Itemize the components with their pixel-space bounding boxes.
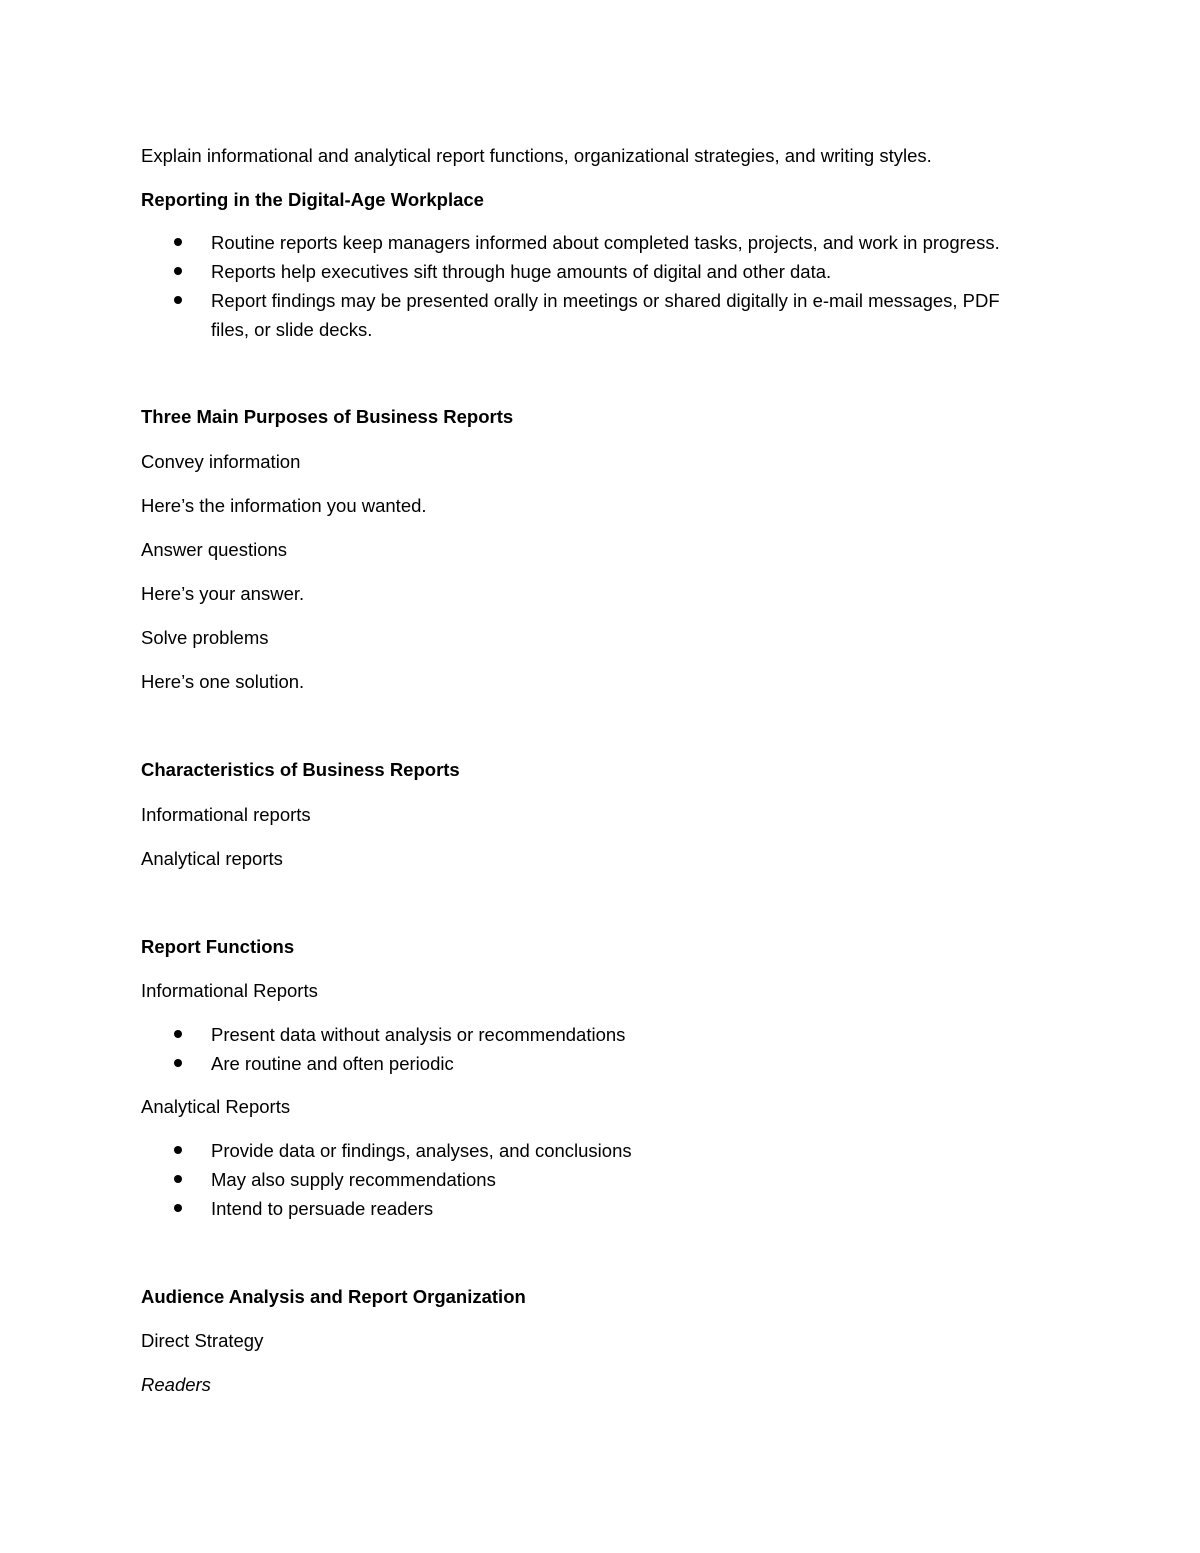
bullet-item: Report findings may be presented orally in meetings or shared digitally in e-mail messages, PDF	[211, 290, 1000, 311]
bullet-item-continuation: files, or slide decks.	[211, 319, 373, 340]
bullet-icon	[174, 1030, 182, 1038]
bullet-icon	[174, 1059, 182, 1067]
bullet-icon	[174, 1175, 182, 1183]
heading-audience: Audience Analysis and Report Organization	[141, 1286, 526, 1307]
heading-purposes: Three Main Purposes of Business Reports	[141, 406, 514, 427]
purpose-line: Here’s your answer.	[141, 583, 305, 604]
bullet-item: Present data without analysis or recommendations	[211, 1024, 626, 1045]
informational-reports-label: Informational Reports	[141, 980, 318, 1001]
bullet-item: Routine reports keep managers informed about completed tasks, projects, and work in progress.	[211, 232, 1000, 253]
direct-strategy-label: Direct Strategy	[141, 1330, 264, 1351]
bullet-item: Are routine and often periodic	[211, 1053, 454, 1074]
bullet-item: May also supply recommendations	[211, 1169, 496, 1190]
heading-characteristics: Characteristics of Business Reports	[141, 759, 460, 780]
characteristic-line: Analytical reports	[141, 848, 283, 869]
bullet-icon	[174, 267, 182, 275]
bullet-item: Provide data or findings, analyses, and conclusions	[211, 1140, 632, 1161]
purpose-line: Solve problems	[141, 627, 269, 648]
bullet-icon	[174, 1146, 182, 1154]
purpose-line: Here’s one solution.	[141, 671, 305, 692]
readers-label: Readers	[141, 1374, 211, 1395]
purpose-line: Convey information	[141, 451, 301, 472]
heading-functions: Report Functions	[141, 936, 295, 957]
intro-text: Explain informational and analytical report functions, organizational strategies, and writing styles.	[141, 145, 932, 166]
bullet-item: Reports help executives sift through huge amounts of digital and other data.	[211, 261, 832, 282]
heading-digital-age: Reporting in the Digital-Age Workplace	[141, 189, 484, 210]
bullet-item: Intend to persuade readers	[211, 1198, 434, 1219]
analytical-reports-label: Analytical Reports	[141, 1096, 291, 1117]
purpose-line: Here’s the information you wanted.	[141, 495, 427, 516]
characteristic-line: Informational reports	[141, 804, 311, 825]
bullet-icon	[174, 238, 182, 246]
bullet-icon	[174, 296, 182, 304]
bullet-icon	[174, 1204, 182, 1212]
purpose-line: Answer questions	[141, 539, 288, 560]
